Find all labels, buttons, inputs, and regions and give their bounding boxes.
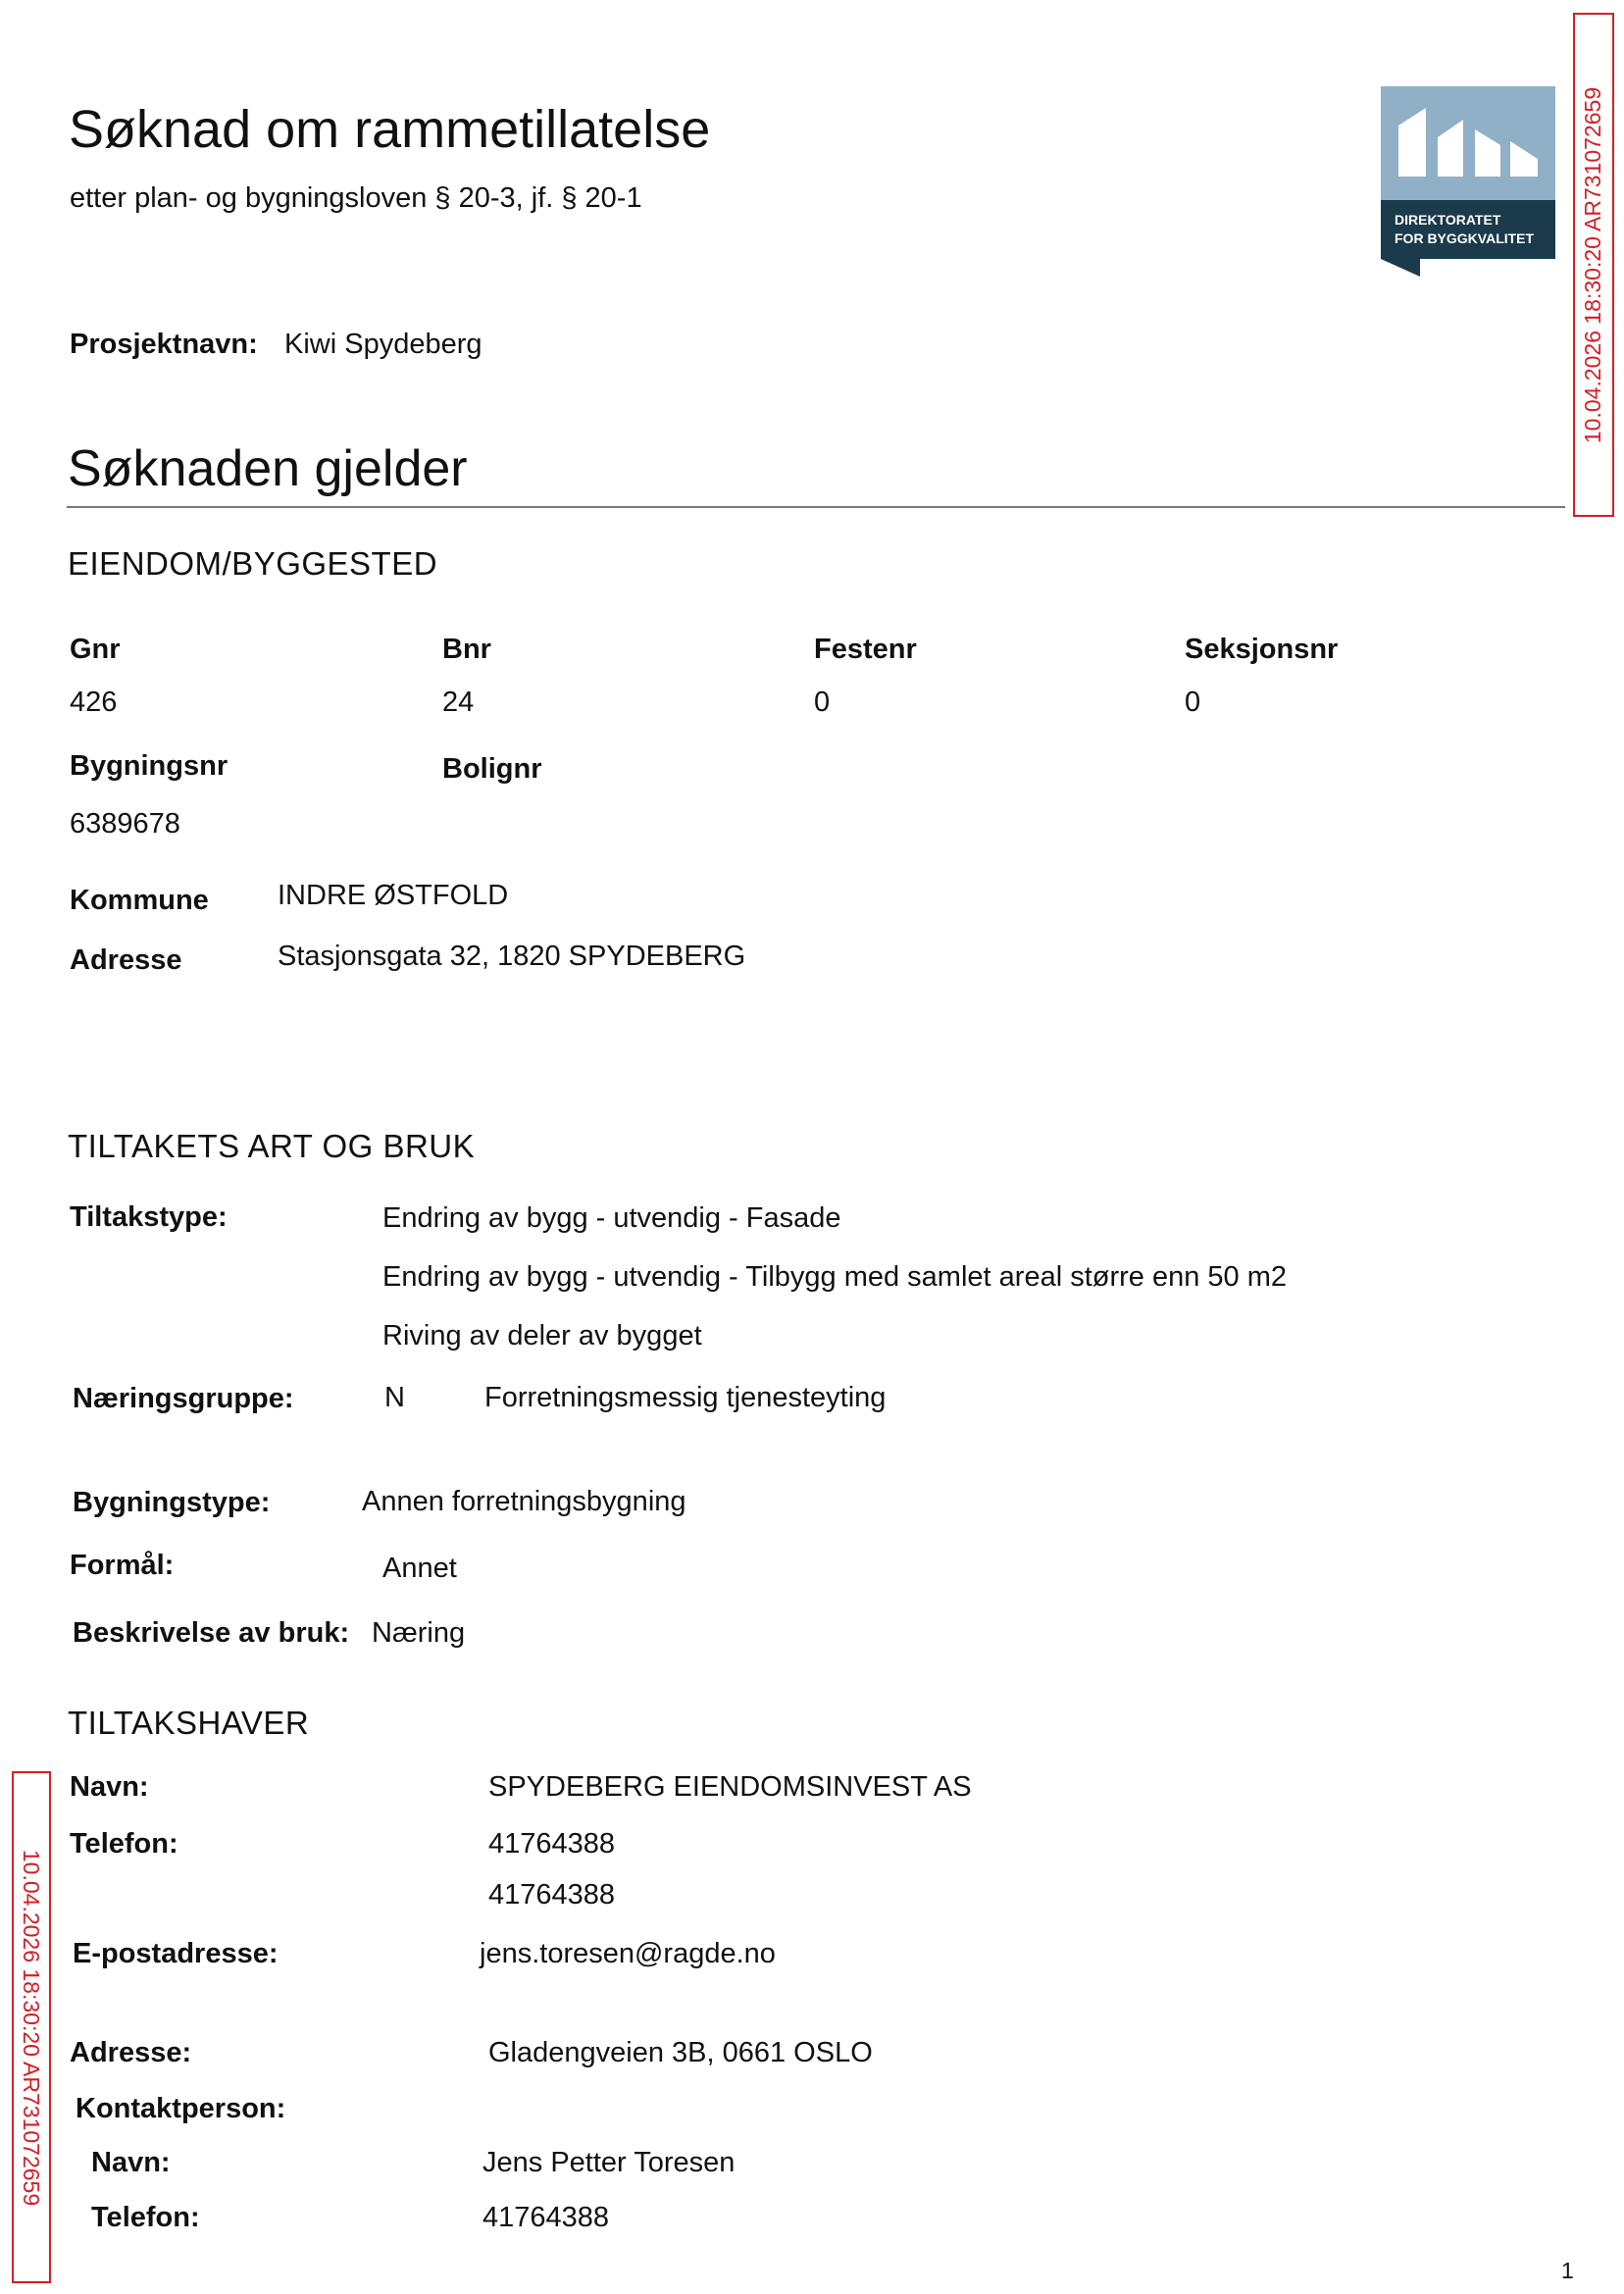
owner-epost-label: E-postadresse: [73, 1938, 279, 1969]
adresse-label: Adresse [70, 944, 182, 976]
owner-telefon-value-2: 41764388 [488, 1879, 616, 1911]
dibk-logo [1381, 86, 1555, 277]
date-stamp-left [12, 1771, 51, 2283]
bygningstype-label: Bygningstype: [73, 1487, 271, 1518]
section-divider [67, 506, 1565, 508]
owner-navn-value: SPYDEBERG EIENDOMSINVEST AS [488, 1771, 972, 1803]
formal-label: Formål: [70, 1550, 175, 1581]
kontakt-navn-label: Navn: [91, 2147, 171, 2178]
naeringsgruppe-text: Forretningsmessig tjenesteyting [484, 1382, 887, 1413]
logo-text-2: FOR BYGGKVALITET [1395, 230, 1535, 246]
date-stamp-text: 10.04.2026 18:30:20 AR731072659 [19, 1849, 45, 2206]
property-heading: EIENDOM/BYGGESTED [68, 545, 438, 582]
tiltakstype-item: Endring av bygg - utvendig - Fasade [382, 1202, 841, 1234]
festenr-label: Festenr [814, 634, 917, 665]
section-title: Søknaden gjelder [68, 440, 468, 497]
owner-epost-value: jens.toresen@ragde.no [480, 1938, 776, 1969]
kontakt-navn-value: Jens Petter Toresen [482, 2147, 736, 2178]
date-stamp-text: 10.04.2026 18:30:20 AR731072659 [1580, 86, 1606, 443]
bygningsnr-value: 6389678 [70, 808, 180, 840]
naeringsgruppe-label: Næringsgruppe: [73, 1383, 294, 1414]
owner-heading: TILTAKSHAVER [68, 1705, 310, 1741]
project-label: Prosjektnavn: [70, 329, 258, 360]
beskrivelse-label: Beskrivelse av bruk: [73, 1617, 350, 1649]
kommune-label: Kommune [70, 885, 209, 916]
seksjonsnr-value: 0 [1185, 687, 1201, 718]
tiltakstype-item: Riving av deler av bygget [382, 1320, 702, 1351]
kontakt-telefon-label: Telefon: [91, 2202, 200, 2233]
formal-value: Annet [382, 1553, 457, 1584]
owner-navn-label: Navn: [70, 1771, 149, 1803]
bygningsnr-label: Bygningsnr [70, 750, 228, 782]
document-title: Søknad om rammetillatelse [69, 100, 711, 159]
project-value: Kiwi Spydeberg [284, 329, 482, 360]
beskrivelse-value: Næring [372, 1617, 466, 1649]
page-number: 1 [1561, 2258, 1574, 2283]
document-subtitle: etter plan- og bygningsloven § 20-3, jf. § 20-1 [70, 182, 642, 214]
gnr-label: Gnr [70, 634, 121, 665]
owner-telefon-value: 41764388 [488, 1828, 616, 1860]
naeringsgruppe-code: N [384, 1382, 405, 1413]
measure-heading: TILTAKETS ART OG BRUK [68, 1128, 476, 1164]
logo-text-1: DIREKTORATET [1395, 212, 1501, 228]
seksjonsnr-label: Seksjonsnr [1185, 634, 1339, 665]
owner-adresse-label: Adresse: [70, 2037, 192, 2068]
bolignr-label: Bolignr [442, 753, 542, 785]
owner-telefon-label: Telefon: [70, 1828, 178, 1860]
bnr-label: Bnr [442, 634, 491, 665]
owner-adresse-value: Gladengveien 3B, 0661 OSLO [488, 2037, 873, 2068]
adresse-value: Stasjonsgata 32, 1820 SPYDEBERG [278, 941, 746, 972]
kontakt-telefon-value: 41764388 [482, 2202, 610, 2233]
tiltakstype-item: Endring av bygg - utvendig - Tilbygg med samlet areal større enn 50 m2 [382, 1261, 1288, 1293]
gnr-value: 426 [70, 687, 118, 718]
bnr-value: 24 [442, 687, 475, 718]
bygningstype-value: Annen forretningsbygning [362, 1486, 686, 1517]
tiltakstype-label: Tiltakstype: [70, 1201, 228, 1233]
kontaktperson-label: Kontaktperson: [76, 2093, 286, 2124]
kommune-value: INDRE ØSTFOLD [278, 880, 509, 911]
date-stamp-right [1573, 13, 1614, 517]
festenr-value: 0 [814, 687, 831, 718]
